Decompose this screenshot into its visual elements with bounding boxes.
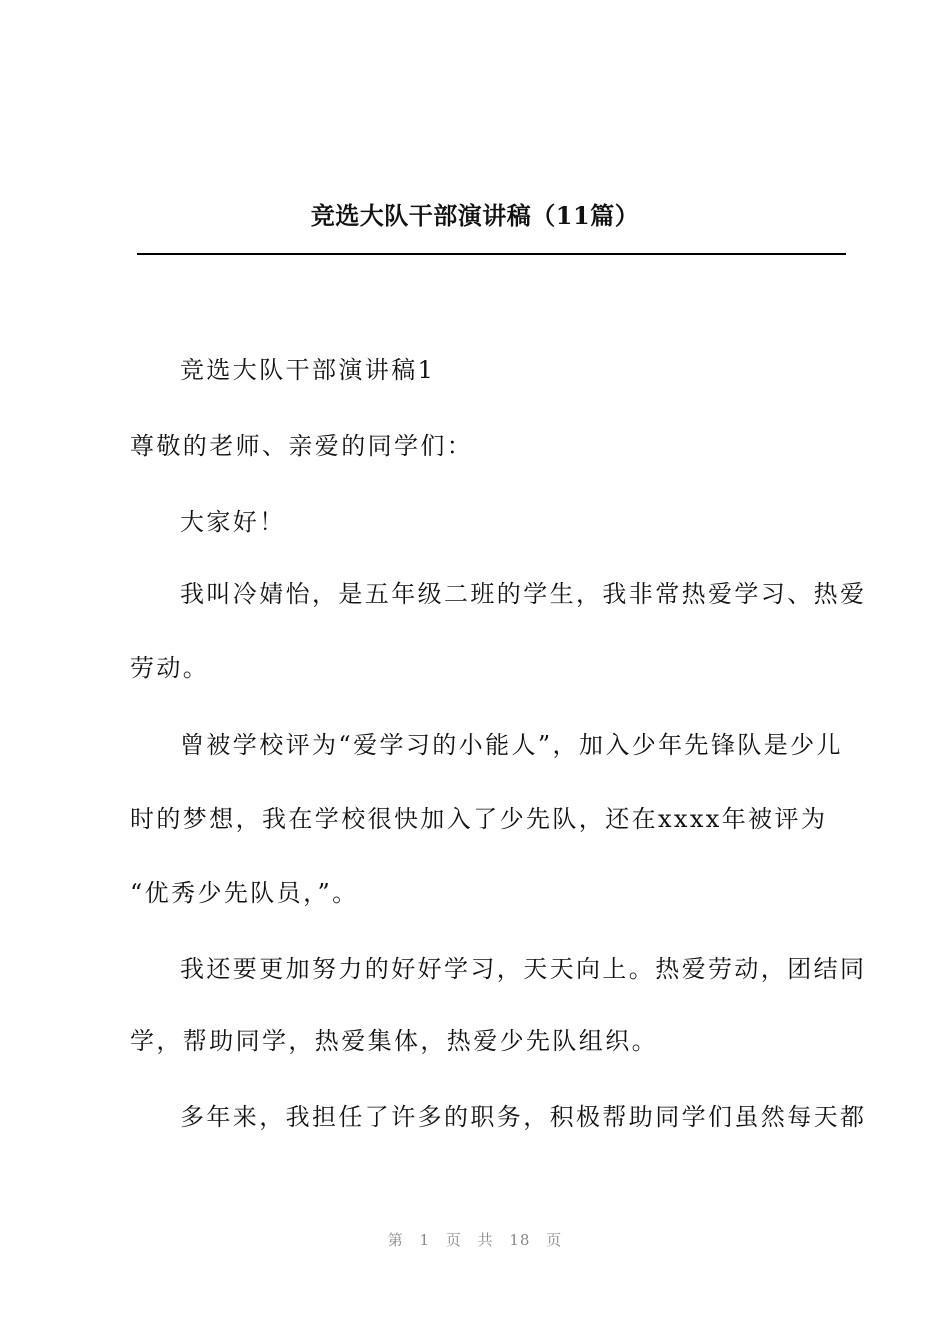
- salutation-line: 尊敬的老师、亲爱的同学们：: [130, 432, 474, 460]
- page-number-footer: 第 1 页 共 18 页: [387, 1231, 563, 1249]
- paragraph-line: 劳动。: [130, 654, 210, 682]
- paragraph-line: 我还要更加努力的好好学习，天天向上。热爱劳动，团结同: [180, 955, 867, 983]
- section-heading: 竞选大队干部演讲稿1: [180, 356, 436, 384]
- paragraph-line: 多年来，我担任了许多的职务，积极帮助同学们虽然每天都: [180, 1103, 867, 1131]
- greeting-line: 大家好！: [180, 508, 286, 536]
- paragraph-line: 学，帮助同学，热爱集体，热爱少先队组织。: [130, 1027, 658, 1055]
- paragraph-line: “优秀少先队员，”。: [130, 879, 359, 907]
- document-title: 竞选大队干部演讲稿（11篇）: [310, 201, 640, 230]
- paragraph-line: 我叫冷婧怡，是五年级二班的学生，我非常热爱学习、热爱: [180, 580, 867, 608]
- title-underline: [137, 253, 846, 255]
- paragraph-line: 曾被学校评为“爱学习的小能人”，加入少年先锋队是少儿: [180, 731, 843, 759]
- paragraph-line: 时的梦想，我在学校很快加入了少先队，还在xxxx年被评为: [130, 805, 828, 833]
